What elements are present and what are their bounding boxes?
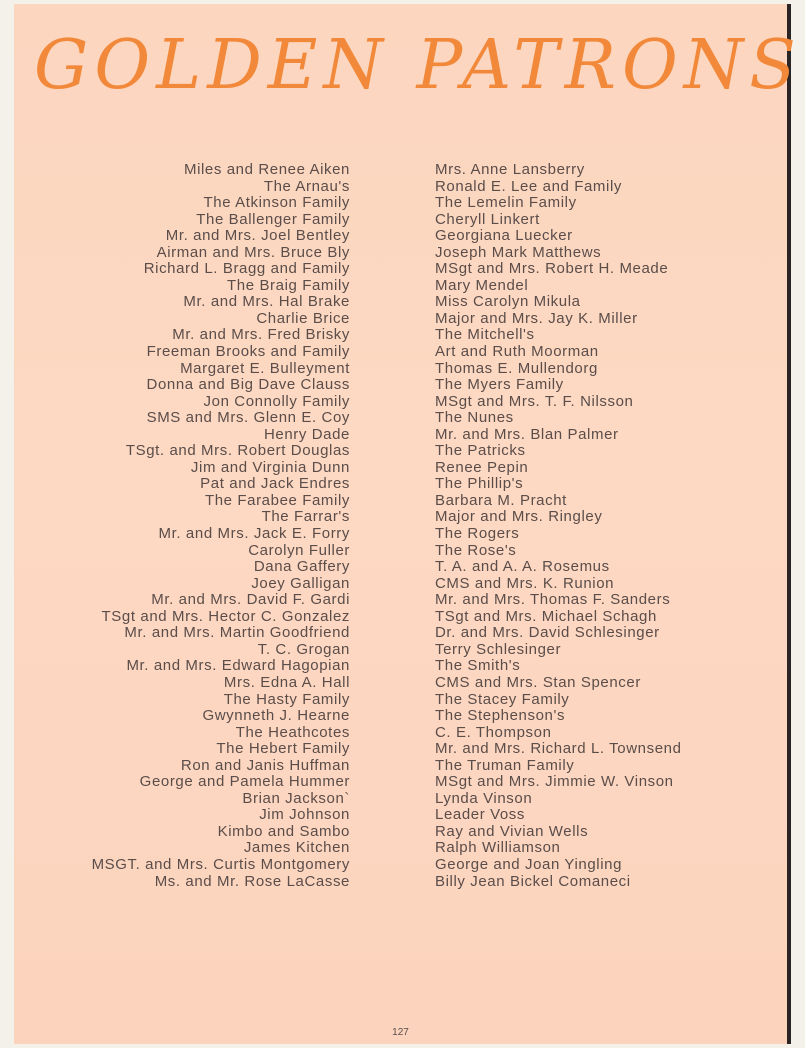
patron-name: The Ballenger Family: [196, 210, 350, 228]
patron-name: Mr. and Mrs. Edward Hagopian: [126, 657, 350, 675]
page-number: 127: [392, 1027, 409, 1038]
patron-name: The Stephenson's: [435, 707, 566, 725]
patron-name: Carolyn Fuller: [248, 541, 350, 559]
patron-name: The Truman Family: [435, 756, 575, 774]
patron-name: Dana Gaffery: [253, 558, 350, 576]
patron-name: Georgiana Luecker: [435, 227, 573, 245]
patron-name: Terry Schlesinger: [435, 640, 562, 658]
patron-name: Renee Pepin: [435, 458, 529, 476]
patron-name: TSgt. and Mrs. Robert Douglas: [125, 442, 350, 460]
patron-name: The Nunes: [435, 409, 514, 427]
yearbook-page: [14, 4, 802, 1044]
patron-name: Jim Johnson: [259, 806, 350, 824]
patron-name: C. E. Thompson: [435, 723, 552, 741]
patron-name: T. C. Grogan: [257, 640, 350, 658]
patron-name: Billy Jean Bickel Comaneci: [435, 872, 631, 890]
patron-name: The Hasty Family: [223, 690, 350, 708]
patron-name: Joey Galligan: [251, 574, 350, 592]
patron-name: The Smith's: [435, 657, 521, 675]
patron-name: The Farrar's: [261, 508, 350, 526]
patron-list-right: [435, 162, 755, 890]
patron-name: Jon Connolly Family: [203, 392, 350, 410]
patron-name: MSgt and Mrs. T. F. Nilsson: [435, 392, 634, 410]
patron-name: Ralph Williamson: [435, 839, 561, 857]
patron-name: Lynda Vinson: [435, 789, 533, 807]
patron-name: Charlie Brice: [256, 309, 350, 327]
patron-name: Mr. and Mrs. Fred Brisky: [172, 326, 350, 344]
patron-name: Mr. and Mrs. David F. Gardi: [151, 591, 350, 609]
patron-name: Miles and Renee Aiken: [183, 161, 350, 178]
patron-name: The Rogers: [435, 525, 520, 543]
patron-name: Brian Jackson`: [242, 789, 350, 807]
patron-name: MSgt and Mrs. Robert H. Meade: [435, 260, 669, 278]
patron-name: TSgt and Mrs. Hector C. Gonzalez: [101, 607, 350, 625]
patron-name: Barbara M. Pracht: [435, 491, 567, 509]
patron-name: Gwynneth J. Hearne: [202, 707, 350, 725]
patron-name: Mr. and Mrs. Joel Bentley: [165, 227, 350, 245]
patron-name: SMS and Mrs. Glenn E. Coy: [146, 409, 350, 427]
patron-name: Freeman Brooks and Family: [146, 343, 350, 361]
patron-name: MSgt and Mrs. Jimmie W. Vinson: [435, 773, 674, 791]
patron-name: The Phillip's: [435, 475, 524, 493]
patron-name: Ronald E. Lee and Family: [435, 177, 622, 195]
patron-name: The Arnau's: [263, 177, 350, 195]
patron-name: Pat and Jack Endres: [200, 475, 350, 493]
patron-name: The Farabee Family: [204, 491, 350, 509]
patron-name: Ron and Janis Huffman: [180, 756, 350, 774]
patron-name: Margaret E. Bulleyment: [180, 359, 350, 377]
patron-name: Mr. and Mrs. Jack E. Forry: [158, 525, 350, 543]
patron-name: George and Joan Yingling: [435, 855, 623, 873]
patron-name: The Mitchell's: [435, 326, 535, 344]
patron-name: The Lemelin Family: [435, 194, 577, 212]
patron-name: Joseph Mark Matthews: [435, 243, 602, 261]
patron-name: The Myers Family: [435, 376, 564, 394]
patron-name: George and Pamela Hummer: [139, 773, 350, 791]
patron-list-left: [54, 162, 350, 890]
patron-name: TSgt and Mrs. Michael Schagh: [435, 607, 657, 625]
patron-name: MSGT. and Mrs. Curtis Montgomery: [91, 855, 350, 873]
patron-name: Jim and Virginia Dunn: [190, 458, 350, 476]
patron-name: Donna and Big Dave Clauss: [146, 376, 350, 394]
patron-name: Mrs. Edna A. Hall: [223, 673, 350, 691]
patron-name: Thomas E. Mullendorg: [435, 359, 598, 377]
patron-name: The Atkinson Family: [203, 194, 350, 212]
patron-name: Mr. and Mrs. Hal Brake: [183, 293, 350, 311]
patron-name: Art and Ruth Moorman: [435, 343, 599, 361]
patron-name: The Braig Family: [227, 276, 350, 294]
patron-name: Ray and Vivian Wells: [435, 822, 589, 840]
patron-name: Ms. and Mr. Rose LaCasse: [154, 872, 350, 890]
page-title: GOLDEN PATRONS: [34, 26, 802, 105]
patron-name: Miss Carolyn Mikula: [435, 293, 581, 311]
patron-name: Cheryll Linkert: [435, 210, 540, 228]
patron-name: Mr. and Mrs. Martin Goodfriend: [124, 624, 350, 642]
patron-name: The Hebert Family: [216, 740, 350, 758]
patron-name: Mr. and Mrs. Thomas F. Sanders: [435, 591, 671, 609]
patron-name: Mr. and Mrs. Blan Palmer: [435, 425, 619, 443]
patron-name: CMS and Mrs. K. Runion: [435, 574, 615, 592]
patron-name: CMS and Mrs. Stan Spencer: [435, 673, 641, 691]
patron-name: The Patricks: [435, 442, 526, 460]
patron-name: Dr. and Mrs. David Schlesinger: [435, 624, 660, 642]
patron-name: Airman and Mrs. Bruce Bly: [156, 243, 350, 261]
patron-name: Mary Mendel: [435, 276, 529, 294]
patron-name: Leader Voss: [435, 806, 525, 824]
patron-name: The Rose's: [435, 541, 517, 559]
patron-name: Mrs. Anne Lansberry: [435, 161, 585, 178]
patron-name: Major and Mrs. Ringley: [435, 508, 603, 526]
patron-name: Kimbo and Sambo: [217, 822, 350, 840]
patron-name: Major and Mrs. Jay K. Miller: [435, 309, 638, 327]
patron-name: Mr. and Mrs. Richard L. Townsend: [435, 740, 682, 758]
patron-name: Richard L. Bragg and Family: [143, 260, 350, 278]
patron-name: The Heathcotes: [235, 723, 350, 741]
patron-name: The Stacey Family: [435, 690, 570, 708]
patron-name: T. A. and A. A. Rosemus: [435, 558, 610, 576]
patron-name: Henry Dade: [263, 425, 350, 443]
patron-name: James Kitchen: [243, 839, 350, 857]
